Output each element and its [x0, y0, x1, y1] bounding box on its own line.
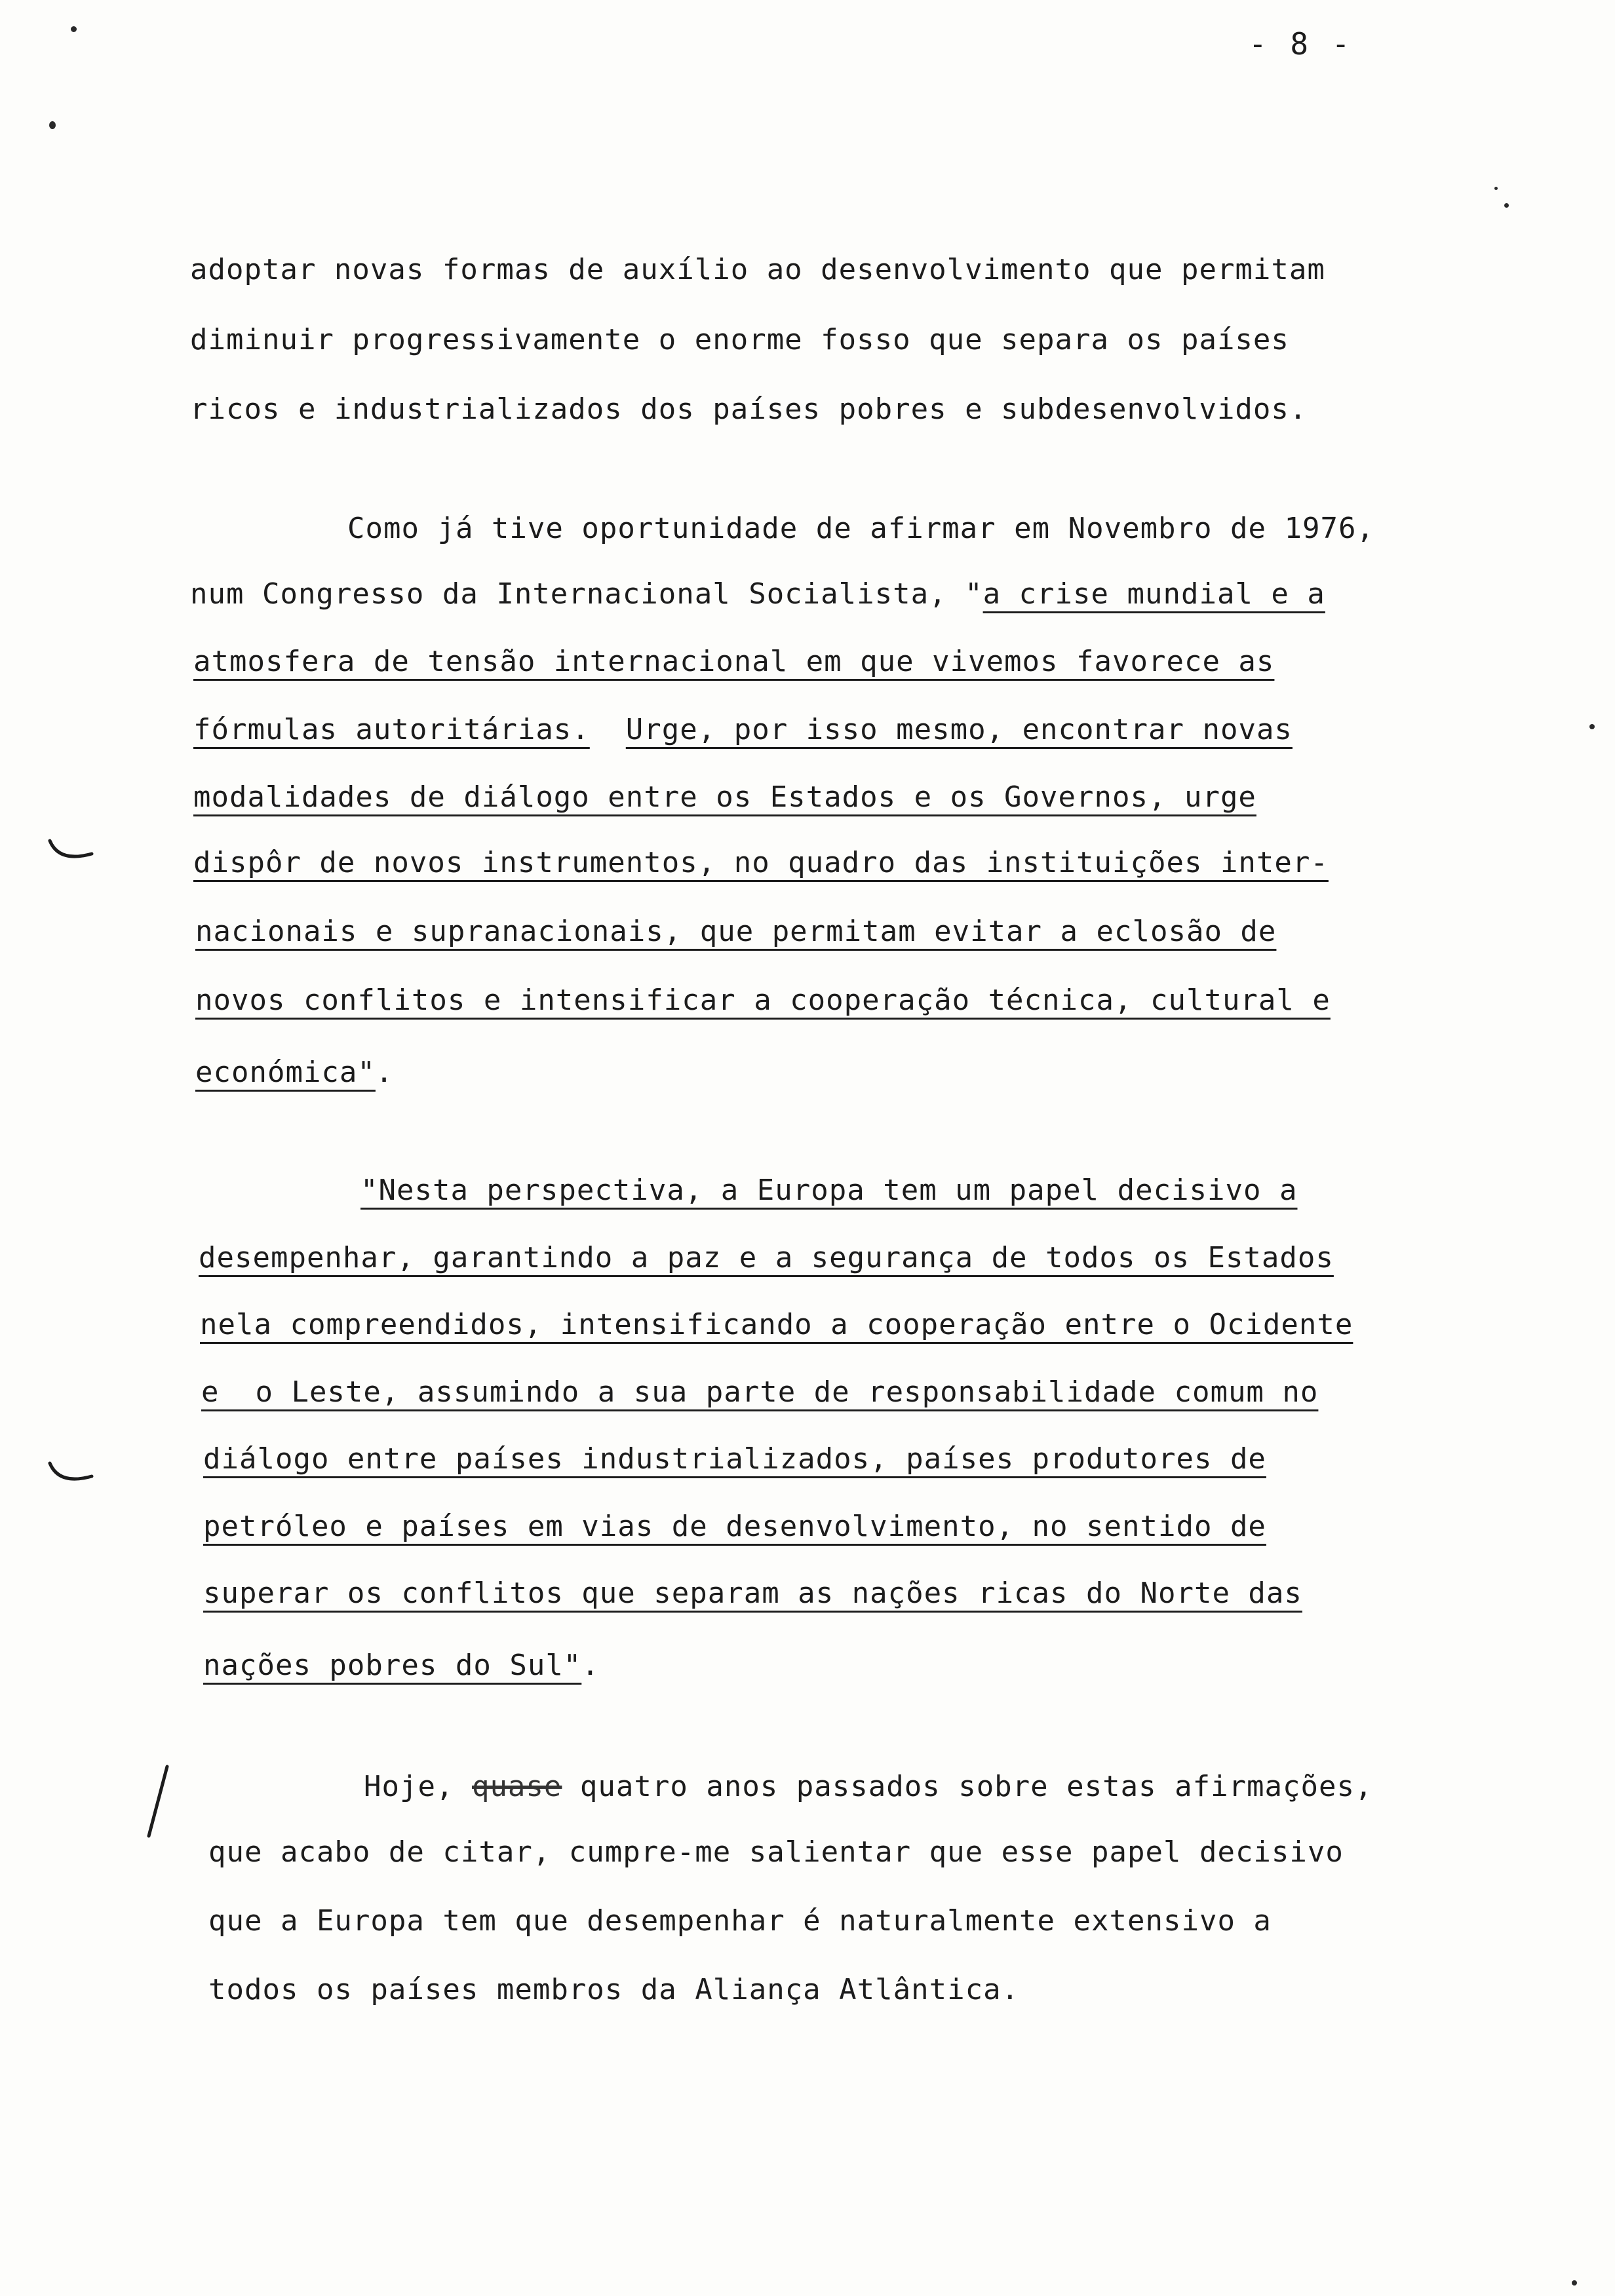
paragraph-2-line-9-end: . [375, 1056, 394, 1089]
scan-speck [49, 121, 56, 129]
margin-curve-mark [46, 1458, 98, 1497]
paragraph-2-line-1: Como já tive oportunidade de afirmar em Novembro de 1976, [347, 512, 1374, 545]
paragraph-4-line-1 [364, 1769, 1372, 1805]
margin-slash-mark [141, 1763, 174, 1841]
paragraph-2-line-4-part-1: fórmulas autoritárias. [193, 713, 590, 746]
paragraph-4-line-1-rest: quatro anos passados sobre estas afirmações, [579, 1770, 1373, 1803]
paragraph-2-line-2-plain: num Congresso da Internacional Socialista, " [190, 577, 983, 611]
paragraph-3-line-6: petróleo e países em vias de desenvolvimento, no sentido de [203, 1510, 1266, 1543]
scan-speck [1589, 724, 1595, 729]
paragraph-2-line-2 [190, 577, 1325, 612]
paragraph-1-line-3: ricos e industrializados dos países pobres e subdesenvolvidos. [190, 392, 1308, 426]
paragraph-2-line-6: dispôr de novos instrumentos, no quadro das instituições inter- [193, 846, 1329, 879]
scan-speck [1572, 2280, 1577, 2286]
scan-speck [1494, 187, 1498, 190]
paragraph-2-line-7: nacionais e supranacionais, que permitam evitar a eclosão de [195, 915, 1277, 948]
paragraph-3-line-7: superar os conflitos que separam as nações ricas do Norte das [203, 1577, 1302, 1610]
paragraph-3-line-3: nela compreendidos, intensificando a cooperação entre o Ocidente [200, 1308, 1353, 1341]
margin-curve-mark [46, 835, 98, 875]
paragraph-3-line-4: e o Leste, assumindo a sua parte de responsabilidade comum no [201, 1375, 1319, 1409]
paragraph-2-line-9-underlined: económica" [195, 1056, 376, 1089]
paragraph-3-line-8-end: . [581, 1649, 600, 1682]
paragraph-4-line-3: que a Europa tem que desempenhar é naturalmente extensivo a [208, 1904, 1272, 1938]
paragraph-4-line-4: todos os países membros da Aliança Atlântica. [208, 1973, 1020, 2006]
paragraph-2-line-4 [193, 712, 1293, 748]
paragraph-4-line-1-start: Hoje, [364, 1770, 454, 1803]
paragraph-2-line-4-part-2: Urge, por isso mesmo, encontrar novas [625, 713, 1293, 746]
paragraph-3-line-2: desempenhar, garantindo a paz e a segurança de todos os Estados [199, 1241, 1334, 1274]
paragraph-2-line-5: modalidades de diálogo entre os Estados e os Governos, urge [193, 780, 1256, 814]
page-number: - 8 - [1249, 26, 1353, 62]
scan-speck [71, 26, 77, 32]
paragraph-2-line-9 [195, 1055, 393, 1090]
paragraph-1-line-2: diminuir progressivamente o enorme fosso que separa os países [190, 323, 1289, 356]
paragraph-3-line-1: "Nesta perspectiva, a Europa tem um papel decisivo a [360, 1174, 1298, 1207]
paragraph-2-line-2-underlined: a crise mundial e a [983, 577, 1325, 611]
paragraph-1-line-1: adoptar novas formas de auxílio ao desenvolvimento que permitam [190, 253, 1325, 286]
paragraph-2-line-8: novos conflitos e intensificar a cooperação técnica, cultural e [195, 984, 1331, 1017]
paragraph-4-line-2: que acabo de citar, cumpre-me salientar que esse papel decisivo [208, 1835, 1344, 1869]
scan-speck [1504, 203, 1509, 208]
paragraph-3-line-8-underlined: nações pobres do Sul" [203, 1649, 582, 1682]
paragraph-3-line-5: diálogo entre países industrializados, países produtores de [203, 1442, 1266, 1476]
paragraph-3-line-8 [203, 1648, 600, 1683]
paragraph-4-struck-word: quase [471, 1770, 562, 1803]
paragraph-2-line-3: atmosfera de tensão internacional em que vivemos favorece as [193, 645, 1275, 678]
